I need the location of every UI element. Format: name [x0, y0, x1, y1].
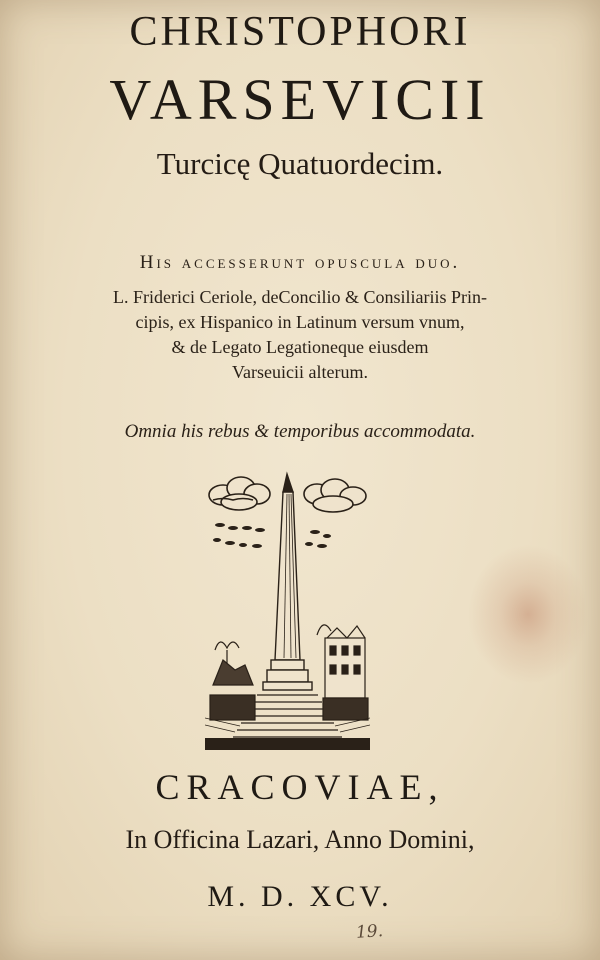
- wind-strokes: [213, 523, 331, 548]
- work-title: Turcicę Quatuordecim.: [156, 146, 444, 181]
- paragraph-line: cipis, ex Hispanico in Latinum versum vnum,: [135, 312, 465, 332]
- obelisk-icon: [263, 474, 312, 690]
- paragraph-line: & de Legato Legationeque eiusdem: [171, 337, 429, 357]
- imprint-city: CRACOVIAE,: [155, 767, 445, 807]
- cloud-right-icon: [304, 479, 366, 512]
- contents-paragraph: [0, 285, 600, 385]
- imprint-printer: In Officina Lazari, Anno Domini,: [125, 825, 475, 854]
- subheading: His accesserunt opuscula duo.: [139, 252, 461, 273]
- author-first-name: CHRISTOPHORI: [129, 9, 471, 55]
- ruins-left-icon: [210, 642, 255, 720]
- handwritten-note: 19.: [355, 921, 384, 943]
- cloud-left-icon: [209, 477, 270, 510]
- ruins-right-icon: [317, 625, 368, 720]
- paragraph-line: Varseuicii alterum.: [232, 362, 368, 382]
- paragraph-line: L. Friderici Ceriole, deConcilio & Consiliariis Prin-: [113, 287, 487, 307]
- motto: Omnia his rebus & temporibus accommodata.: [124, 421, 476, 442]
- imprint-year: M. D. XCV.: [207, 880, 393, 913]
- author-surname: VARSEVICII: [109, 67, 491, 132]
- obelisk-woodcut-illustration: [205, 470, 370, 750]
